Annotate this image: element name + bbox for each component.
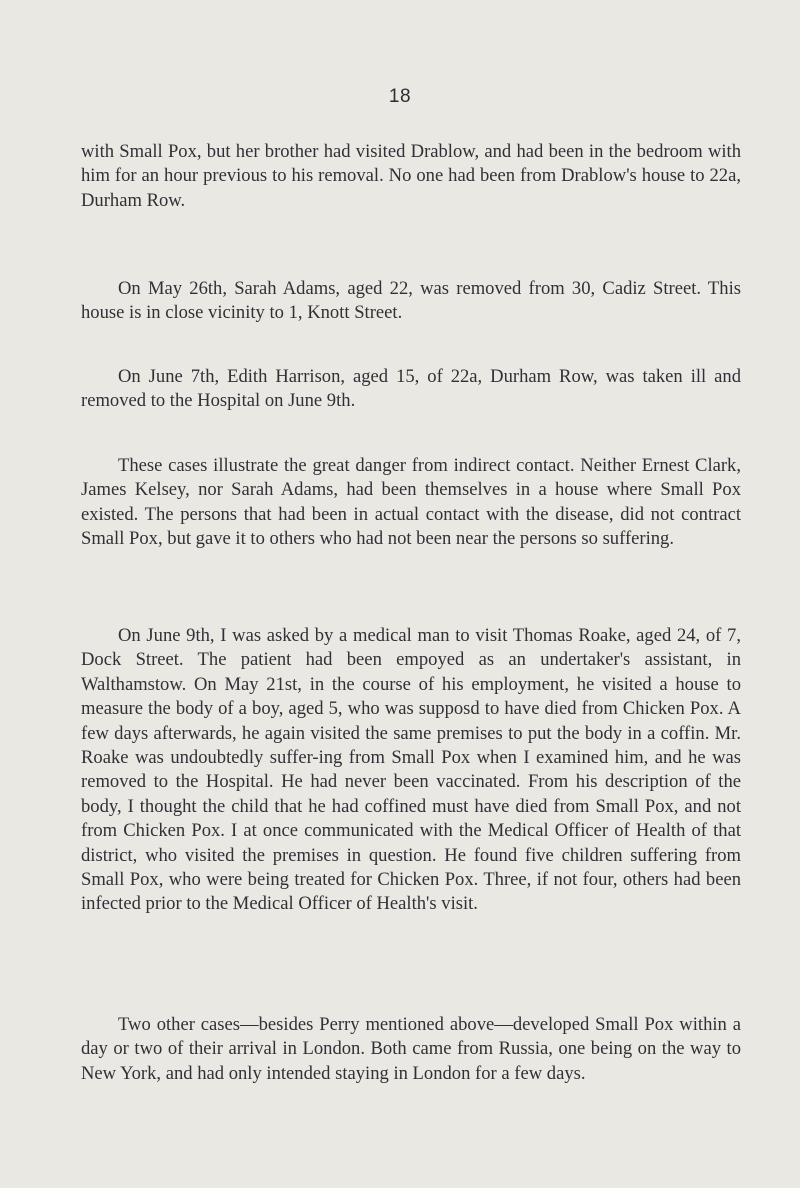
paragraph-sarah-adams: On May 26th, Sarah Adams, aged 22, was removed from 30, Cadiz Street. This house is in close vicinity to 1, Knott Street. — [81, 278, 741, 324]
paragraph-other-cases: Two other cases—besides Perry mentioned above—developed Small Pox within a day or two of their arrival in London. Both came from Russia, one being on the way to New York, and had only intended staying in London for a few days. — [81, 1014, 741, 1084]
page-number: 18 — [388, 86, 412, 107]
paragraph-indirect-contact: These cases illustrate the great danger from indirect contact. Neither Ernest Clark, James Kelsey, nor Sarah Adams, had been themselves in a house where Small Pox existed. The persons that had been in actual contact with the disease, did not contract Small Pox, but gave it to others who had not been near the persons so suffering. — [81, 455, 741, 550]
paragraph-continuation: with Small Pox, but her brother had visited Drablow, and had been in the bedroom with him for an hour previous to his removal. No one had been from Drablow's house to 22a, Durham Row. — [81, 141, 741, 211]
paragraph-edith-harrison: On June 7th, Edith Harrison, aged 15, of 22a, Durham Row, was taken ill and removed to the Hospital on June 9th. — [81, 366, 741, 412]
paragraph-thomas-roake: On June 9th, I was asked by a medical man to visit Thomas Roake, aged 24, of 7, Dock Street. The patient had been empoyed as an undertaker's assistant, in Walthamstow. On May 21st, in the course of his employment, he visited a house to measure the body of a boy, aged 5, who was supposd to have died from Chicken Pox. A few days afterwards, he again visited the same premises to put the body in a coffin. Mr. Roake was undoubtedly suffer-ing from Small Pox when I examined him, and he was removed to the Hospital. He had never been vaccinated. From his description of the body, I thought the child that he had coffined must have died from Small Pox, and not from Chicken Pox. I at once communicated with the Medical Officer of Health of that district, who visited the premises in question. He found five children suffering from Small Pox, who were being treated for Chicken Pox. Three, if not four, others had been infected prior to the Medical Officer of Health's visit. — [81, 625, 741, 915]
